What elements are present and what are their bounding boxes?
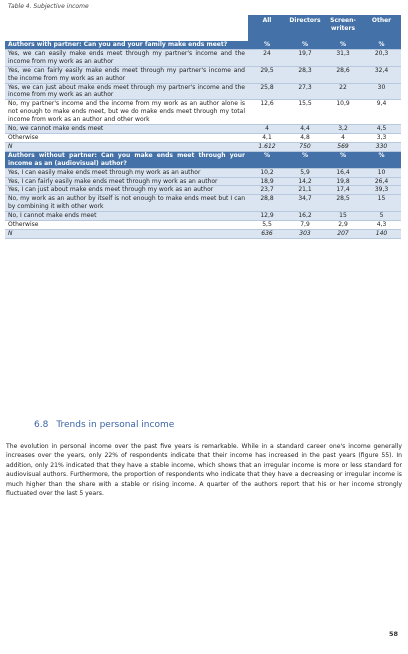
table-section-header-row	[5, 41, 401, 49]
row-label: No, my work as an author by itself is not enough to make ends meet but I can by combining it with other work	[5, 195, 248, 212]
row-label: N	[5, 142, 248, 151]
row-value-directors: 303	[286, 229, 324, 238]
row-value-screenwriters: 207	[324, 229, 362, 238]
row-value-other: 20,3	[362, 49, 401, 66]
row-value-screenwriters: 2,9	[324, 221, 362, 230]
row-value-all: 5,5	[248, 221, 286, 230]
row-value-directors: 5,9	[286, 168, 324, 177]
row-label: Otherwise	[5, 221, 248, 230]
row-value-all: 24	[248, 49, 286, 66]
row-label: Authors with partner: Can you and your family make ends meet?	[5, 41, 248, 49]
row-label: Authors without partner: Can you make ends meet through your income as an (audiovisual) author?	[5, 151, 248, 168]
table-row	[5, 66, 401, 83]
row-value-other: 9,4	[362, 100, 401, 125]
row-value-directors: 34,7	[286, 195, 324, 212]
row-value-directors: 4,8	[286, 133, 324, 142]
row-value-screenwriters: 10,9	[324, 100, 362, 125]
row-value-other: %	[362, 151, 401, 168]
header-all: All	[248, 15, 286, 41]
row-value-directors: 14,2	[286, 177, 324, 186]
row-value-other: 39,3	[362, 186, 401, 195]
table-section-header-row	[5, 151, 401, 168]
row-value-other: 4,5	[362, 125, 401, 134]
table-row	[5, 212, 401, 221]
row-label: Yes, I can fairly easily make ends meet through my work as an author	[5, 177, 248, 186]
row-label: Yes, we can fairly easily make ends meet through my partner's income and the income from my work as an author	[5, 66, 248, 83]
table-row	[5, 49, 401, 66]
row-value-all: 12,9	[248, 212, 286, 221]
row-value-other: 3,3	[362, 133, 401, 142]
row-label: No, I cannot make ends meet	[5, 212, 248, 221]
page-number: 58	[388, 630, 398, 638]
table-row	[5, 125, 401, 134]
row-value-other: 26,4	[362, 177, 401, 186]
row-value-screenwriters: 28,6	[324, 66, 362, 83]
subjective-income-table	[5, 15, 401, 239]
row-value-screenwriters: 15	[324, 212, 362, 221]
table-row	[5, 186, 401, 195]
table-header-row	[5, 15, 401, 41]
table-row	[5, 100, 401, 125]
table-row	[5, 195, 401, 212]
row-value-directors: 4,4	[286, 125, 324, 134]
row-value-all: %	[248, 41, 286, 49]
row-value-other: 140	[362, 229, 401, 238]
table-row	[5, 142, 401, 151]
row-label: N	[5, 229, 248, 238]
header-screenwriters: Screen-writers	[324, 15, 362, 41]
row-value-screenwriters: 3,2	[324, 125, 362, 134]
table-body	[5, 41, 401, 238]
row-value-other: 15	[362, 195, 401, 212]
row-value-directors: 28,3	[286, 66, 324, 83]
row-value-all: 4,1	[248, 133, 286, 142]
row-value-directors: 19,7	[286, 49, 324, 66]
row-value-all: 10,2	[248, 168, 286, 177]
row-value-all: 18,9	[248, 177, 286, 186]
row-value-directors: 21,1	[286, 186, 324, 195]
row-value-directors: 15,5	[286, 100, 324, 125]
row-value-screenwriters: 569	[324, 142, 362, 151]
table-row	[5, 133, 401, 142]
table-row	[5, 177, 401, 186]
row-value-directors: 27,3	[286, 83, 324, 100]
row-value-other: 330	[362, 142, 401, 151]
row-value-all: 1.612	[248, 142, 286, 151]
body-paragraph: The evolution in personal income over the past five years is remarkable. While in a standard career one's income generally increases over the years, only 22% of respondents indicate that their income has increased in the past years (figure 55). In addition, only 21% indicated that they have a stable income, which shows that an irregular income is more or less standard for audiovisual authors. Furthermore, the proportion of respondents who indicate that they have a decreasing or irregular income is much higher than the share with a stable or rising income. A quarter of the authors report that his or her income strongly fluctuated over the last 5 years.	[6, 443, 402, 498]
row-label: Yes, we can just about make ends meet through my partner's income and the income from my work as an author	[5, 83, 248, 100]
row-value-screenwriters: 31,3	[324, 49, 362, 66]
row-value-all: 25,8	[248, 83, 286, 100]
section-title: Trends in personal income	[56, 420, 175, 430]
row-value-screenwriters: %	[324, 151, 362, 168]
row-value-other: 5	[362, 212, 401, 221]
row-label: Otherwise	[5, 133, 248, 142]
row-label: Yes, I can easily make ends meet through my work as an author	[5, 168, 248, 177]
header-directors: Directors	[286, 15, 324, 41]
row-value-all: 4	[248, 125, 286, 134]
header-blank-cell	[5, 15, 248, 41]
row-value-screenwriters: 4	[324, 133, 362, 142]
table-caption: Table 4. Subjective income	[8, 3, 89, 10]
row-value-screenwriters: 19,8	[324, 177, 362, 186]
row-value-directors: 750	[286, 142, 324, 151]
row-label: Yes, I can just about make ends meet through my work as an author	[5, 186, 248, 195]
row-value-all: 29,5	[248, 66, 286, 83]
row-label: No, we cannot make ends meet	[5, 125, 248, 134]
table-row	[5, 229, 401, 238]
section-number: 6.8	[34, 420, 49, 430]
row-value-other: 32,4	[362, 66, 401, 83]
row-value-all: %	[248, 151, 286, 168]
row-value-directors: 16,2	[286, 212, 324, 221]
row-value-other: 4,3	[362, 221, 401, 230]
row-label: No, my partner's income and the income from my work as an author alone is not enough to make ends meet, but we do make ends meet through my total income from work as an author and other work	[5, 100, 248, 125]
row-value-directors: 7,9	[286, 221, 324, 230]
row-value-all: 636	[248, 229, 286, 238]
row-value-directors: %	[286, 151, 324, 168]
row-value-other: 10	[362, 168, 401, 177]
row-value-screenwriters: 28,5	[324, 195, 362, 212]
row-value-all: 23,7	[248, 186, 286, 195]
table-row	[5, 221, 401, 230]
table-row	[5, 83, 401, 100]
row-label: Yes, we can easily make ends meet through my partner's income and the income from my work as an author	[5, 49, 248, 66]
row-value-screenwriters: %	[324, 41, 362, 49]
row-value-screenwriters: 22	[324, 83, 362, 100]
row-value-all: 28,8	[248, 195, 286, 212]
row-value-other: %	[362, 41, 401, 49]
table-row	[5, 168, 401, 177]
header-other: Other	[362, 15, 401, 41]
row-value-screenwriters: 17,4	[324, 186, 362, 195]
row-value-screenwriters: 16,4	[324, 168, 362, 177]
row-value-other: 30	[362, 83, 401, 100]
row-value-directors: %	[286, 41, 324, 49]
row-value-all: 12,6	[248, 100, 286, 125]
section-heading	[34, 420, 174, 430]
